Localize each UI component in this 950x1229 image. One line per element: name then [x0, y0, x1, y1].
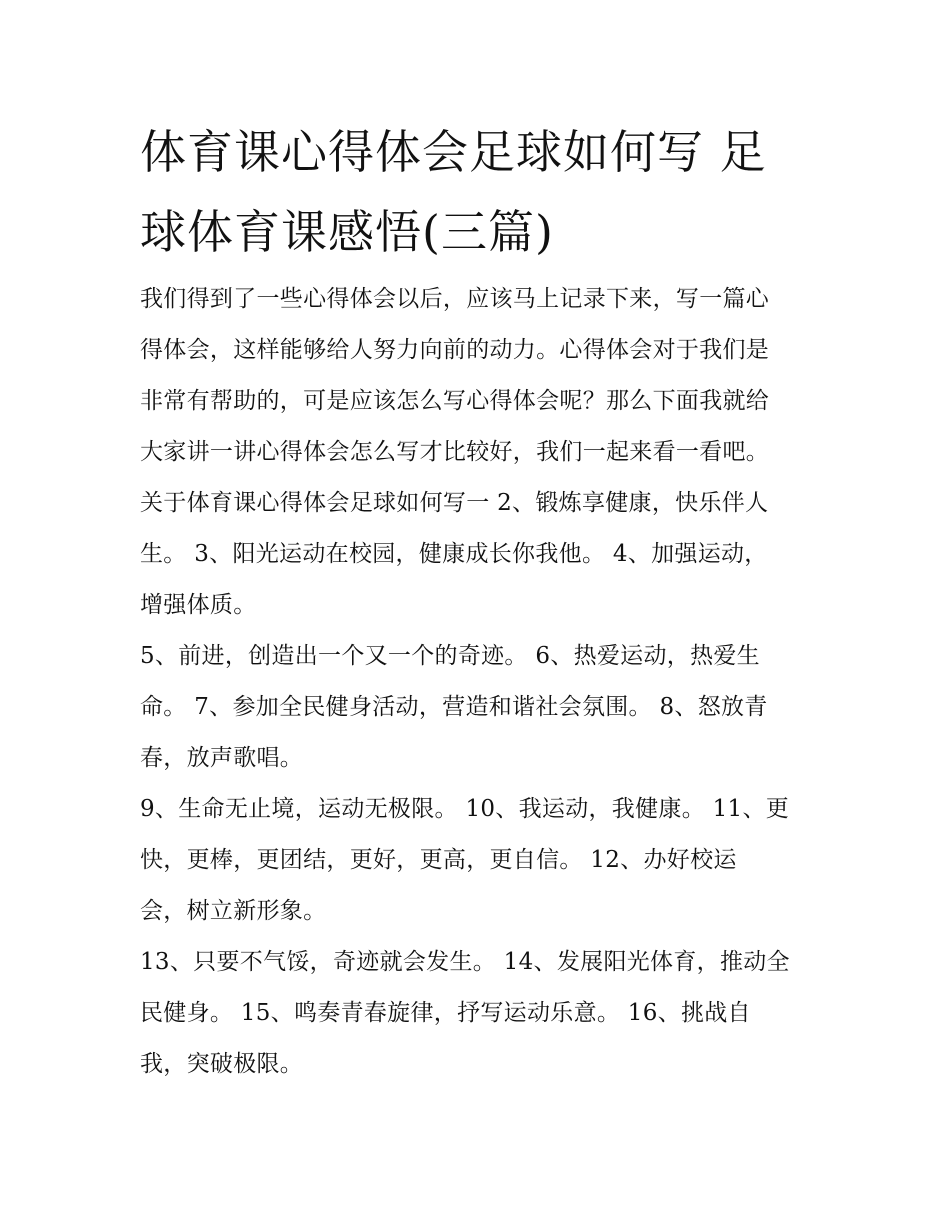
paragraph-slogans-9-12 — [140, 784, 830, 937]
text-line: 增强体质。 — [140, 592, 257, 618]
document-body — [140, 274, 830, 1090]
text-line: 命。 7、参加全民健身活动，营造和谐社会氛围。 8、怒放青 — [140, 694, 768, 720]
text-line: 非常有帮助的，可是应该怎么写心得体会呢？那么下面我就给 — [140, 388, 770, 414]
paragraph-slogans-5-8 — [140, 631, 830, 784]
title-line: 体育课心得体会足球如何写 足 — [140, 125, 767, 179]
text-line: 得体会，这样能够给人努力向前的动力。心得体会对于我们是 — [140, 337, 770, 363]
paragraph-slogans-13-16 — [140, 937, 830, 1090]
text-line: 民健身。 15、鸣奏青春旋律，抒写运动乐意。 16、挑战自 — [140, 1000, 751, 1026]
text-line: 13、只要不气馁，奇迹就会发生。 14、发展阳光体育，推动全 — [140, 949, 790, 975]
text-line: 生。 3、阳光运动在校园，健康成长你我他。 4、加强运动， — [140, 541, 768, 567]
text-line: 春，放声歌唱。 — [140, 745, 304, 771]
text-line: 我，突破极限。 — [140, 1051, 304, 1077]
text-line: 大家讲一讲心得体会怎么写才比较好，我们一起来看一看吧。 — [140, 439, 770, 465]
text-line: 会，树立新形象。 — [140, 898, 327, 924]
title-line: 球体育课感悟(三篇) — [140, 205, 554, 259]
document-title — [140, 112, 820, 272]
text-line: 快，更棒，更团结，更好，更高，更自信。 12、办好校运 — [140, 847, 737, 873]
paragraph-intro — [140, 274, 830, 631]
text-line: 5、前进，创造出一个又一个的奇迹。 6、热爱运动，热爱生 — [140, 643, 760, 669]
text-line: 关于体育课心得体会足球如何写一 2、锻炼享健康，快乐伴人 — [140, 490, 769, 516]
text-line: 9、生命无止境，运动无极限。 10、我运动，我健康。 11、更 — [140, 796, 790, 822]
text-line: 我们得到了一些心得体会以后，应该马上记录下来，写一篇心 — [140, 286, 770, 312]
